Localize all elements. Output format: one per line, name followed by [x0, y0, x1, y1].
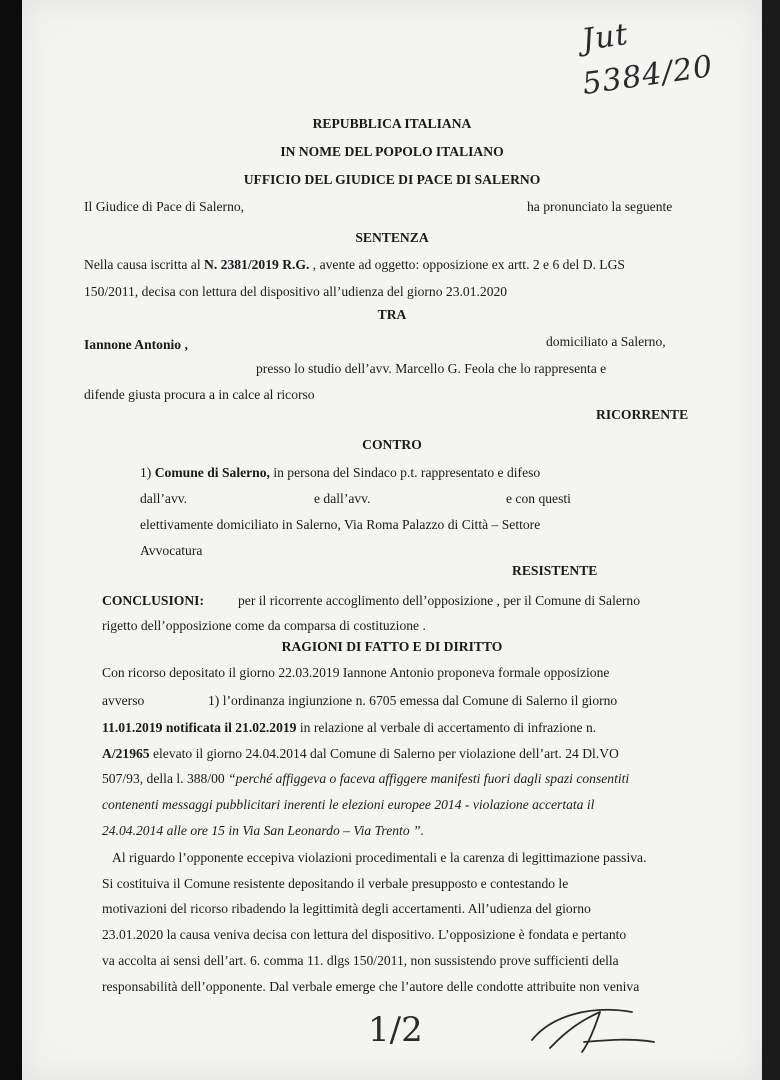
causa-number: N. 2381/2019 R.G. — [204, 257, 310, 272]
body-line3-rest: in relazione al verbale di accertamento di infrazione n. — [296, 720, 597, 735]
resistente-line4: Avvocatura — [140, 543, 203, 558]
heading-ufficio: UFFICIO DEL GIUDICE DI PACE DI SALERNO — [243, 172, 541, 187]
ricorrente-line2: presso lo studio dell’avv. Marcello G. Feola che lo rappresenta e — [256, 361, 607, 376]
body-verbale-number: A/21965 — [102, 746, 150, 761]
intro-right: ha pronunciato la seguente — [527, 199, 673, 214]
ricorrente-name: Iannone Antonio , — [84, 337, 188, 352]
causa-text-a: Nella causa iscritta al — [84, 257, 205, 272]
heading-nome-popolo: IN NOME DEL POPOLO ITALIANO — [280, 144, 504, 159]
body-line11: 23.01.2020 la causa veniva decisa con lettura del dispositivo. L’opposizione è fondata e pertanto — [102, 927, 627, 942]
body-line3 — [102, 719, 596, 737]
body-date-1: 11.01.2019 — [102, 720, 163, 735]
resistente-line3: elettivamente domiciliato in Salerno, Via Roma Palazzo di Città – Settore — [140, 517, 541, 532]
body-line10: motivazioni del ricorso ribadendo la legittimità degli accertamenti. All’udienza del giorno — [102, 901, 591, 916]
conclusioni-text1: per il ricorrente accoglimento dell’opposizione , per il Comune di Salerno — [238, 593, 641, 608]
resistente-number: 1) — [140, 465, 155, 480]
body-line6: contenenti messaggi pubblicitari inerenti le elezioni europee 2014 - violazione accertata il — [102, 797, 595, 812]
body-line7: 24.04.2014 alle ore 15 in Via San Leonardo – Via Trento ”. — [102, 823, 424, 838]
ricorrente-line3: difende giusta procura a in calce al ricorso — [84, 387, 315, 402]
resistente-label: RESISTENTE — [512, 563, 598, 578]
body-line5-quote: “perché affiggeva o faceva affiggere manifesti fuori dagli spazi consentiti — [228, 771, 630, 786]
causa-text-b: , avente ad oggetto: opposizione ex artt. 2 e 6 del D. LGS — [309, 257, 625, 272]
resistente-line2a: dall’avv. — [140, 491, 188, 506]
body-line4 — [102, 745, 619, 763]
causa-line2: 150/2011, decisa con lettura del dispositivo all’udienza del giorno 23.01.2020 — [84, 284, 508, 299]
ricorrente-label: RICORRENTE — [596, 407, 689, 422]
body-line2a: avverso — [102, 693, 145, 708]
body-line13: responsabilità dell’opponente. Dal verbale emerge che l’autore delle condotte attribuite non veniva — [102, 979, 640, 994]
ricorrente-domicile: domiciliato a Salerno, — [546, 334, 666, 349]
scan-edge-right — [762, 0, 780, 1080]
body-line5-norm: 507/93, della l. 388/00 — [102, 771, 229, 786]
handwritten-annotation-line1: Jut — [579, 16, 631, 59]
resistente-line1 — [140, 464, 540, 482]
heading-repubblica: REPUBBLICA ITALIANA — [312, 116, 472, 131]
resistente-rest: in persona del Sindaco p.t. rappresentato e difeso — [269, 465, 541, 480]
handwritten-annotation-line2: 5384/20 — [580, 49, 716, 102]
handwritten-page-number: 1/2 — [368, 1010, 423, 1050]
tra-title: TRA — [377, 307, 407, 322]
signature-scribble — [522, 1000, 662, 1060]
resistente-name: Comune di Salerno, — [154, 465, 270, 480]
document-page — [22, 0, 762, 1080]
resistente-line2c: e con questi — [506, 491, 571, 506]
body-line12: va accolta ai sensi dell’art. 6. comma 11. dlgs 150/2011, non sussistendo prove sufficienti della — [102, 953, 619, 968]
contro-title: CONTRO — [362, 437, 422, 452]
ragioni-title: RAGIONI DI FATTO E DI DIRITTO — [281, 639, 503, 654]
conclusioni-line2: rigetto dell’opposizione come da comparsa di costituzione . — [102, 618, 426, 633]
body-line9: Si costituiva il Comune resistente depositando il verbale presupposto e contestando le — [102, 876, 569, 891]
conclusioni-label: CONCLUSIONI: — [102, 593, 204, 608]
body-line5 — [102, 770, 629, 788]
body-line1: Con ricorso depositato il giorno 22.03.2019 Iannone Antonio proponeva formale opposizione — [102, 665, 610, 680]
intro-left: Il Giudice di Pace di Salerno, — [84, 199, 245, 214]
body-line2b: 1) l’ordinanza ingiunzione n. 6705 emessa dal Comune di Salerno il giorno — [208, 693, 618, 708]
body-notifica: notificata il 21.02.2019 — [162, 720, 297, 735]
body-line4-rest: elevato il giorno 24.04.2014 dal Comune di Salerno per violazione dell’art. 24 Dl.VO — [149, 746, 619, 761]
body-line8: Al riguardo l’opponente eccepiva violazioni procedimentali e la carenza di legittimazione passiva. — [112, 850, 647, 865]
resistente-line2b: e dall’avv. — [314, 491, 371, 506]
causa-line1 — [84, 256, 625, 274]
sentenza-title: SENTENZA — [355, 230, 429, 245]
